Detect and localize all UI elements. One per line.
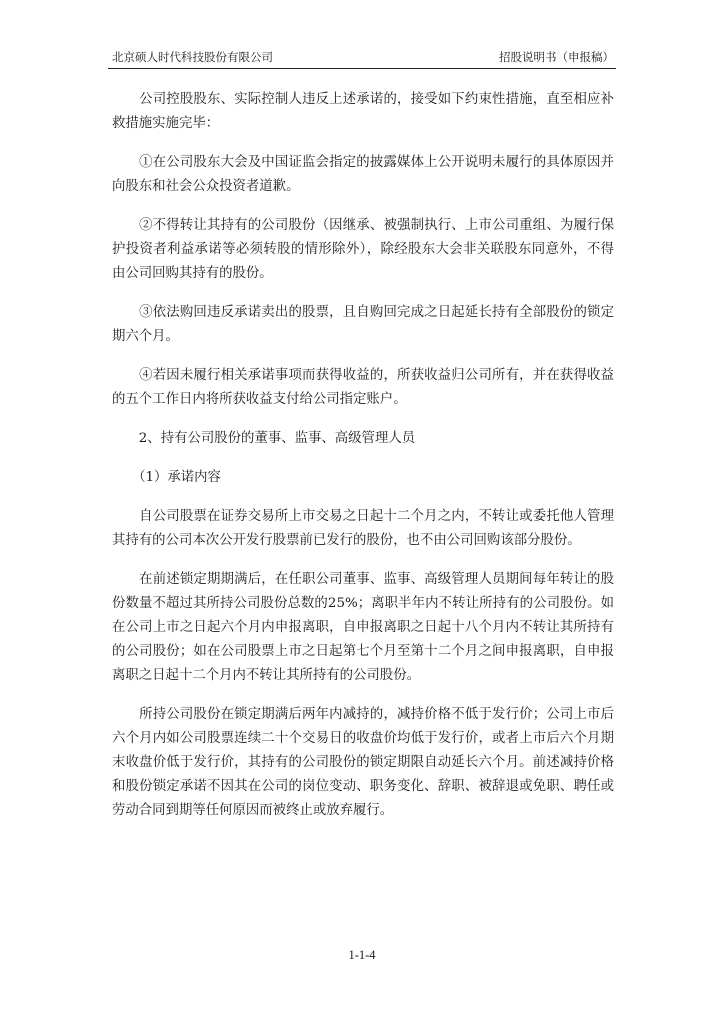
paragraph: 在前述锁定期期满后，在任职公司董事、监事、高级管理人员期间每年转让的股份数量不超过其所持公司股份总数的25%；离职半年内不转让所持有的公司股份。如在公司上市之日起六个月内申报离职，自申报离职之日起十八个月内不转让其所持有的公司股份；如在公司股票上市之日起第七个月至第十二个月之间申报离职，自申报离职之日起十二个月内不转让其所持有的公司股份。 xyxy=(112,572,614,683)
paragraph: 所持公司股份在锁定期满后两年内减持的，减持价格不低于发行价；公司上市后六个月内如公司股票连续二十个交易日的收盘价均低于发行价，或者上市后六个月期末收盘价低于发行价，其持有的公司股份的锁定期限自动延长六个月。前述减持价格和股份锁定承诺不因其在公司的岗位变动、职务变化、辞职、被辞退或免职、聘任或劳动合同到期等任何原因而被终止或放弃履行。 xyxy=(112,707,614,818)
document-title: 招股说明书（申报稿） xyxy=(499,50,614,64)
section-heading: 2、持有公司股份的董事、监事、高级管理人员 xyxy=(112,431,416,446)
paragraph: ④若因未履行相关承诺事项而获得收益的，所获收益归公司所有，并在获得收益的五个工作日内将所获收益支付给公司指定账户。 xyxy=(112,368,614,407)
subsection-heading: （1）承诺内容 xyxy=(112,470,221,485)
page-header xyxy=(108,46,616,69)
company-name: 北京硕人时代科技股份有限公司 xyxy=(112,50,273,64)
paragraph: ③依法购回违反承诺卖出的股票，且自购回完成之日起延长持有全部股份的锁定期六个月。 xyxy=(112,305,614,344)
body-text xyxy=(112,88,614,838)
page-number: 1-1-4 xyxy=(348,948,376,962)
paragraph: ②不得转让其持有的公司股份（因继承、被强制执行、上市公司重组、为履行保护投资者利益承诺等必须转股的情形除外），除经股东大会非关联股东同意外，不得由公司回购其持有的股份。 xyxy=(112,218,614,281)
paragraph: 公司控股股东、实际控制人违反上述承诺的，接受如下约束性措施，直至相应补救措施实施完毕： xyxy=(112,92,614,131)
paragraph: ①在公司股东大会及中国证监会指定的披露媒体上公开说明未履行的具体原因并向股东和社会公众投资者道歉。 xyxy=(112,155,614,194)
paragraph: 自公司股票在证券交易所上市交易之日起十二个月之内，不转让或委托他人管理其持有的公司本次公开发行股票前已发行的股份，也不由公司回购该部分股份。 xyxy=(112,509,614,548)
